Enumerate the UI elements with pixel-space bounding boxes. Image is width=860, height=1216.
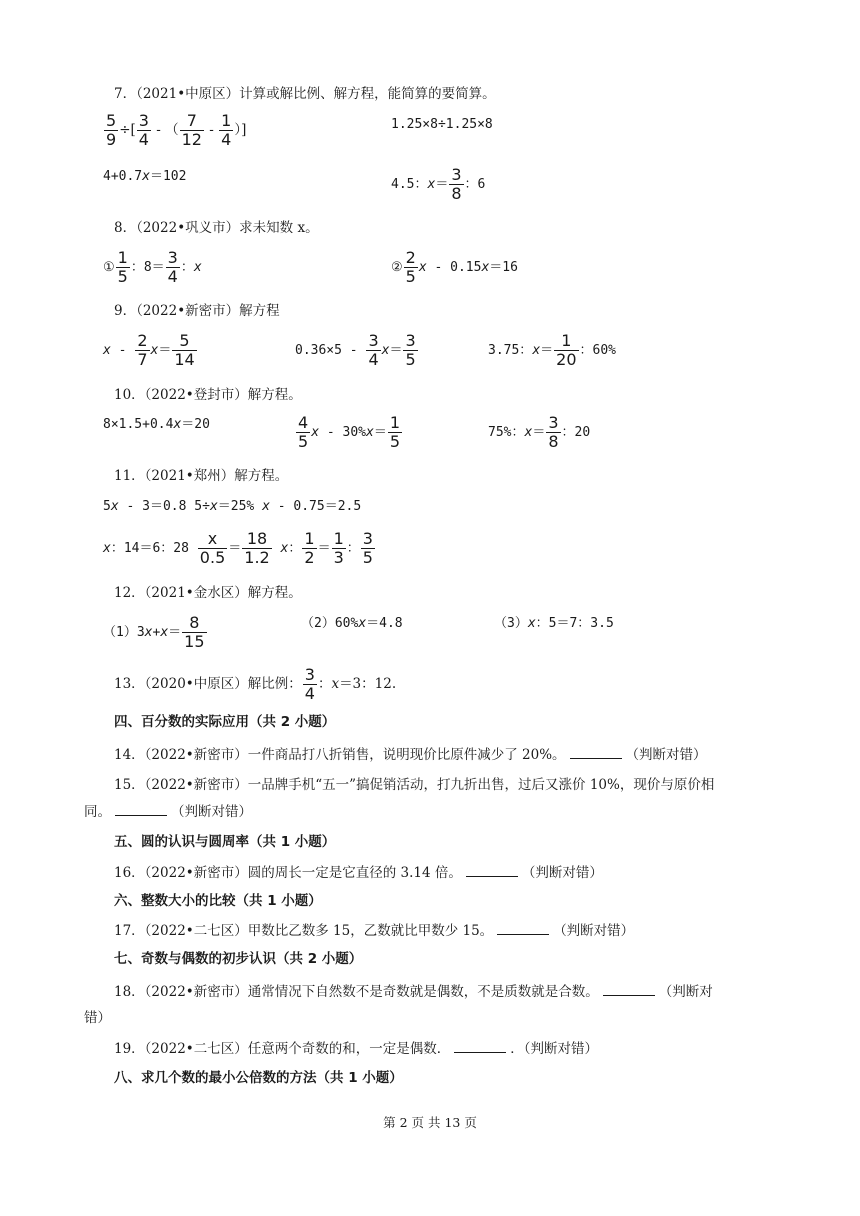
answer-blank[interactable] bbox=[570, 744, 622, 759]
section-heading: 四、百分数的实际应用（共 2 小题） bbox=[114, 714, 336, 730]
q7-expr4: 4.5：x＝ $\frac{3}{8}$ ：6 bbox=[391, 165, 486, 203]
q7-header: 7．（2021•中原区）计算或解比例、解方程，能简算的要简算。 bbox=[114, 86, 496, 102]
section-heading: 八、求几个数的最小公倍数的方法（共 1 小题） bbox=[114, 1070, 403, 1086]
fraction: $\frac{3}{8}$ bbox=[451, 165, 462, 203]
q18-line2: 错） bbox=[84, 1010, 111, 1026]
fraction: $\frac{2}{7}$ bbox=[137, 331, 148, 369]
answer-blank[interactable] bbox=[497, 920, 549, 935]
q12-expr3: （3）x：5＝7：3.5 bbox=[494, 616, 614, 631]
fraction: $\frac{3}{4}$ bbox=[368, 331, 379, 369]
q7-expr1: $\frac{5}{9}$ ÷[ $\frac{3}{4}$ - （ $\frac{7}{12}$ - $\frac{1}{4}$ ）] bbox=[106, 111, 247, 149]
section-heading: 七、奇数与偶数的初步认识（共 2 小题） bbox=[114, 951, 363, 967]
fraction: $\frac{3}{5}$ bbox=[405, 331, 416, 369]
fraction: $\frac{3}{8}$ bbox=[548, 413, 559, 451]
q19: 19．（2022•二七区）任意两个奇数的和，一定是偶数． ．（判断对错） bbox=[114, 1038, 598, 1059]
fraction: $\frac{18}{1.2}$ bbox=[244, 529, 270, 567]
fraction: $\frac{x}{0.5}$ bbox=[199, 529, 226, 567]
page-footer: 第 2 页 共 13 页 bbox=[383, 1115, 477, 1130]
section-heading: 五、圆的认识与圆周率（共 1 小题） bbox=[114, 834, 336, 850]
fraction: $\frac{3}{4}$ bbox=[304, 665, 315, 703]
q7-expr2: 1.25×8÷1.25×8 bbox=[391, 117, 493, 132]
q9-expr3: 3.75：x＝ $\frac{1}{20}$ ：60% bbox=[488, 331, 616, 369]
fraction: $\frac{5}{14}$ bbox=[174, 331, 195, 369]
fraction: $\frac{2}{5}$ bbox=[405, 248, 416, 286]
q14: 14．（2022•新密市）一件商品打八折销售，说明现价比原件减少了 20%。 （判断对错） bbox=[114, 744, 707, 765]
q12-header: 12．（2021•金水区）解方程。 bbox=[114, 585, 302, 601]
q11-header: 11．（2021•郑州）解方程。 bbox=[114, 468, 289, 484]
q11-expr2: x：14＝6：28 $\frac{x}{0.5}$ ＝ $\frac{18}{1.2}$ x： $\frac{1}{2}$ ＝ $\frac{1}{3}$ ： $\frac{3}{5}$ bbox=[103, 529, 373, 567]
q18-line1: 18．（2022•新密市）通常情况下自然数不是奇数就是偶数，不是质数就是合数。 （判断对 bbox=[114, 981, 713, 1002]
fraction: $\frac{1}{5}$ bbox=[389, 413, 401, 451]
fraction: $\frac{1}{2}$ bbox=[304, 529, 315, 567]
fraction: $\frac{3}{4}$ bbox=[167, 248, 178, 286]
q12-expr2: （2）60%x＝4.8 bbox=[301, 616, 403, 631]
fraction: $\frac{1}{3}$ bbox=[333, 529, 344, 567]
q10-expr1: 8×1.5+0.4x＝20 bbox=[103, 417, 210, 432]
answer-blank[interactable] bbox=[454, 1038, 506, 1053]
q7-expr3: 4+0.7x＝102 bbox=[103, 169, 187, 184]
fraction: $\frac{8}{15}$ bbox=[184, 613, 205, 651]
q12-expr1: （1）3x+x＝ $\frac{8}{15}$ bbox=[103, 613, 205, 651]
fraction: $\frac{3}{5}$ bbox=[362, 529, 373, 567]
answer-blank[interactable] bbox=[466, 862, 518, 877]
fraction: $\frac{5}{9}$ bbox=[106, 111, 117, 149]
q9-expr2: 0.36×5 - $\frac{3}{4}$ x＝ $\frac{3}{5}$ bbox=[295, 331, 416, 369]
q9-header: 9．（2022•新密市）解方程 bbox=[114, 303, 280, 319]
q15-line2: 同。 （判断对错） bbox=[84, 801, 252, 822]
q16: 16．（2022•新密市）圆的周长一定是它直径的 3.14 倍。 （判断对错） bbox=[114, 862, 603, 883]
q10-header: 10．（2022•登封市）解方程。 bbox=[114, 387, 302, 403]
q8-expr2: ② $\frac{2}{5}$ x - 0.15x＝16 bbox=[391, 248, 518, 286]
q10-expr3: 75%：x＝ $\frac{3}{8}$ ：20 bbox=[488, 413, 591, 451]
q13: 13．（2020•中原区）解比例： $\frac{3}{4}$ ：x＝3：12. bbox=[114, 665, 397, 703]
q8-expr1: ① $\frac{1}{5}$ ：8＝ $\frac{3}{4}$ ：x bbox=[103, 248, 202, 286]
q15-line1: 15．（2022•新密市）一品牌手机“五一”搞促销活动，打九折出售，过后又涨价 10%，现价与原价相 bbox=[114, 777, 715, 793]
section-heading: 六、整数大小的比较（共 1 小题） bbox=[114, 893, 322, 909]
fraction: $\frac{4}{5}$ bbox=[298, 413, 309, 451]
answer-blank[interactable] bbox=[603, 981, 655, 996]
q11-expr1: 5x - 3＝0.8 5÷x＝25% x - 0.75＝2.5 bbox=[103, 499, 362, 514]
q10-expr2: $\frac{4}{5}$ x - 30%x＝ $\frac{1}{5}$ bbox=[298, 413, 401, 451]
q17: 17．（2022•二七区）甲数比乙数多 15，乙数就比甲数少 15。 （判断对错） bbox=[114, 920, 634, 941]
q9-expr1: x - $\frac{2}{7}$ x＝ $\frac{5}{14}$ bbox=[103, 331, 195, 369]
fraction: $\frac{1}{20}$ bbox=[556, 331, 577, 369]
q8-header: 8．（2022•巩义市）求未知数 x。 bbox=[114, 220, 319, 236]
fraction: $\frac{7}{12}$ bbox=[181, 111, 202, 149]
fraction: $\frac{1}{4}$ bbox=[221, 111, 232, 149]
fraction: $\frac{1}{5}$ bbox=[117, 248, 128, 286]
fraction: $\frac{3}{4}$ bbox=[138, 111, 149, 149]
answer-blank[interactable] bbox=[115, 801, 167, 816]
